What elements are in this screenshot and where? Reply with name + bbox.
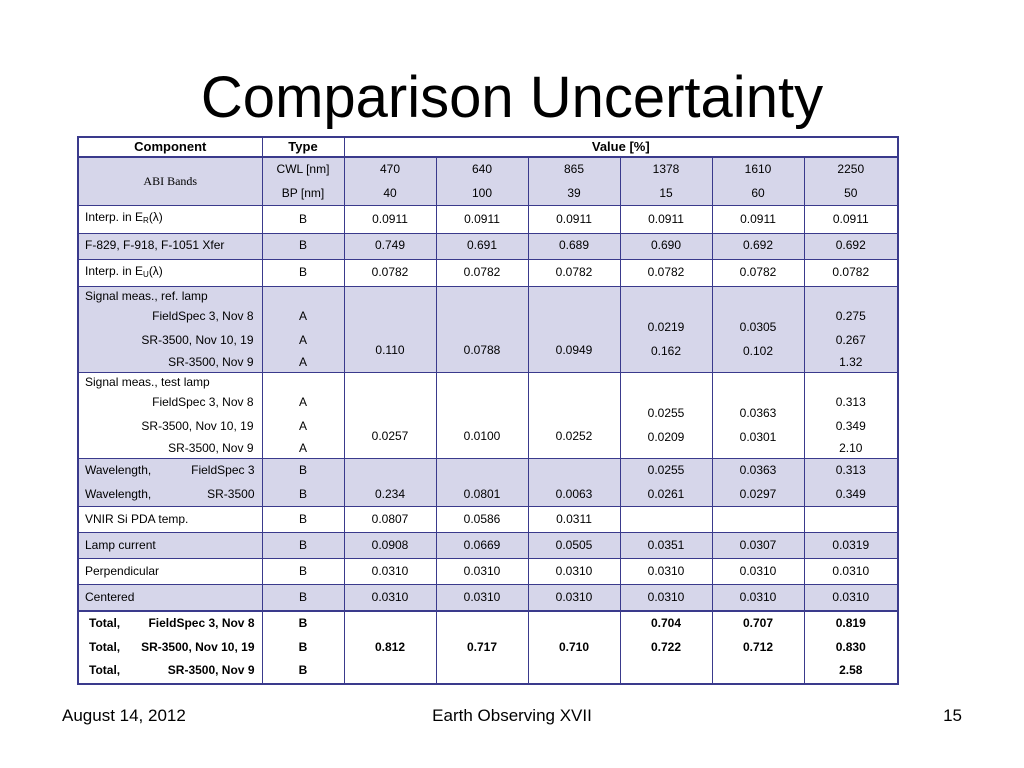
row-label: Perpendicular	[78, 559, 262, 585]
cell: 0.0363 0.0297	[712, 459, 804, 507]
cell: 0.110	[344, 287, 436, 373]
cell: 0.704 0.722	[620, 611, 712, 684]
row-label: Signal meas., test lamp FieldSpec 3, Nov 8 SR-3500, Nov 10, 19 SR-3500, Nov 9	[78, 373, 262, 459]
header-component: Component	[78, 137, 262, 157]
row-type: B B	[262, 459, 344, 507]
row-label: Interp. in $E_R(\lambda)$	[78, 206, 262, 234]
cell: 0.0801	[436, 459, 528, 507]
cell: 0.0310	[712, 559, 804, 585]
table-row-perpendicular	[78, 559, 898, 585]
cell: 0.710	[528, 611, 620, 684]
cell: 0.0788	[436, 287, 528, 373]
cell: 0.0911	[436, 206, 528, 234]
cell: 0.0310	[528, 559, 620, 585]
row-type: B	[262, 206, 344, 234]
table-row-centered	[78, 585, 898, 612]
row-type: B B B	[262, 611, 344, 684]
table-row-wavelength	[78, 459, 898, 507]
row-type: B	[262, 507, 344, 533]
slide-title: Comparison Uncertainty	[200, 65, 824, 130]
cell: 0.313 0.349	[804, 459, 898, 507]
header-row	[78, 137, 898, 157]
cell: 0.0310	[620, 559, 712, 585]
cell: 0.0311	[528, 507, 620, 533]
cell: 0.0255 0.0261	[620, 459, 712, 507]
cell: 0.0063	[528, 459, 620, 507]
band-1378: 1378 15	[620, 157, 712, 206]
cell: 0.691	[436, 233, 528, 259]
cell: 0.275 0.267 1.32	[804, 287, 898, 373]
cell	[712, 507, 804, 533]
cell: 0.0911	[344, 206, 436, 234]
cell: 0.0782	[620, 259, 712, 287]
row-label: F-829, F-918, F-1051 Xfer	[78, 233, 262, 259]
cell: 0.0310	[436, 585, 528, 612]
cell: 0.0669	[436, 533, 528, 559]
cell: 0.819 0.830 2.58	[804, 611, 898, 684]
header-type: Type	[262, 137, 344, 157]
footer-page-number: 15	[943, 706, 962, 725]
row-label: Interp. in $E_U(\lambda)$	[78, 259, 262, 287]
cell: 0.0911	[620, 206, 712, 234]
row-type: B	[262, 585, 344, 612]
band-865: 865 39	[528, 157, 620, 206]
cell: 0.812	[344, 611, 436, 684]
cell	[620, 507, 712, 533]
row-label: Total, FieldSpec 3, Nov 8 Total, SR-3500, Nov 10, 19 Total, SR-3500, Nov 9	[78, 611, 262, 684]
cell: 0.0310	[344, 559, 436, 585]
uncertainty-table-container	[77, 136, 897, 685]
abi-band-labels: CWL [nm] BP [nm]	[262, 157, 344, 206]
footer-event: Earth Observing XVII	[432, 706, 592, 725]
cell: 0.234	[344, 459, 436, 507]
cell: 0.0782	[804, 259, 898, 287]
table-row-vnir	[78, 507, 898, 533]
cell: 0.0310	[528, 585, 620, 612]
row-type: B	[262, 259, 344, 287]
cell: 0.690	[620, 233, 712, 259]
cell: 0.689	[528, 233, 620, 259]
row-label: VNIR Si PDA temp.	[78, 507, 262, 533]
table-row-total	[78, 611, 898, 684]
cell: 0.717	[436, 611, 528, 684]
header-value: Value [%]	[344, 137, 898, 157]
cell: 0.0908	[344, 533, 436, 559]
abi-bands-row	[78, 157, 898, 206]
table-row-interp-eu	[78, 259, 898, 287]
band-2250: 2250 50	[804, 157, 898, 206]
cell: 0.749	[344, 233, 436, 259]
cell: 0.0351	[620, 533, 712, 559]
cell: 0.0252	[528, 373, 620, 459]
cell: 0.692	[712, 233, 804, 259]
cell: 0.0310	[436, 559, 528, 585]
table-row-signal-ref	[78, 287, 898, 373]
cell: 0.313 0.349 2.10	[804, 373, 898, 459]
cell: 0.0310	[804, 559, 898, 585]
row-label: Signal meas., ref. lamp FieldSpec 3, Nov 8 SR-3500, Nov 10, 19 SR-3500, Nov 9	[78, 287, 262, 373]
band-640: 640 100	[436, 157, 528, 206]
cell: 0.0319	[804, 533, 898, 559]
cell: 0.0257	[344, 373, 436, 459]
cell: 0.0782	[712, 259, 804, 287]
table-row-xfer	[78, 233, 898, 259]
row-type: B	[262, 233, 344, 259]
cell: 0.0949	[528, 287, 620, 373]
cell: 0.0505	[528, 533, 620, 559]
cell: 0.0219 0.162	[620, 287, 712, 373]
cell: 0.0911	[528, 206, 620, 234]
cell: 0.0782	[436, 259, 528, 287]
abi-bands-label: ABI Bands	[78, 157, 262, 206]
cell: 0.0310	[712, 585, 804, 612]
footer-date: August 14, 2012	[62, 706, 186, 725]
cell: 0.0782	[528, 259, 620, 287]
cell: 0.0100	[436, 373, 528, 459]
cell: 0.0807	[344, 507, 436, 533]
table-row-interp-er	[78, 206, 898, 234]
cell: 0.0782	[344, 259, 436, 287]
row-label: Centered	[78, 585, 262, 612]
cell: 0.707 0.712	[712, 611, 804, 684]
cell: 0.0310	[620, 585, 712, 612]
cell	[804, 507, 898, 533]
band-470: 470 40	[344, 157, 436, 206]
band-1610: 1610 60	[712, 157, 804, 206]
table-row-signal-test	[78, 373, 898, 459]
cell: 0.0255 0.0209	[620, 373, 712, 459]
cell: 0.0305 0.102	[712, 287, 804, 373]
row-type: B	[262, 559, 344, 585]
cell: 0.0310	[344, 585, 436, 612]
row-label: Lamp current	[78, 533, 262, 559]
row-type: B	[262, 533, 344, 559]
uncertainty-table	[77, 136, 899, 685]
table-row-lamp-current	[78, 533, 898, 559]
cell: 0.0586	[436, 507, 528, 533]
row-label: Wavelength, FieldSpec 3 Wavelength, SR-3500	[78, 459, 262, 507]
cell: 0.0310	[804, 585, 898, 612]
cell: 0.0363 0.0301	[712, 373, 804, 459]
cell: 0.0911	[804, 206, 898, 234]
row-type: A A A	[262, 373, 344, 459]
row-type: A A A	[262, 287, 344, 373]
cell: 0.0307	[712, 533, 804, 559]
cell: 0.692	[804, 233, 898, 259]
cell: 0.0911	[712, 206, 804, 234]
